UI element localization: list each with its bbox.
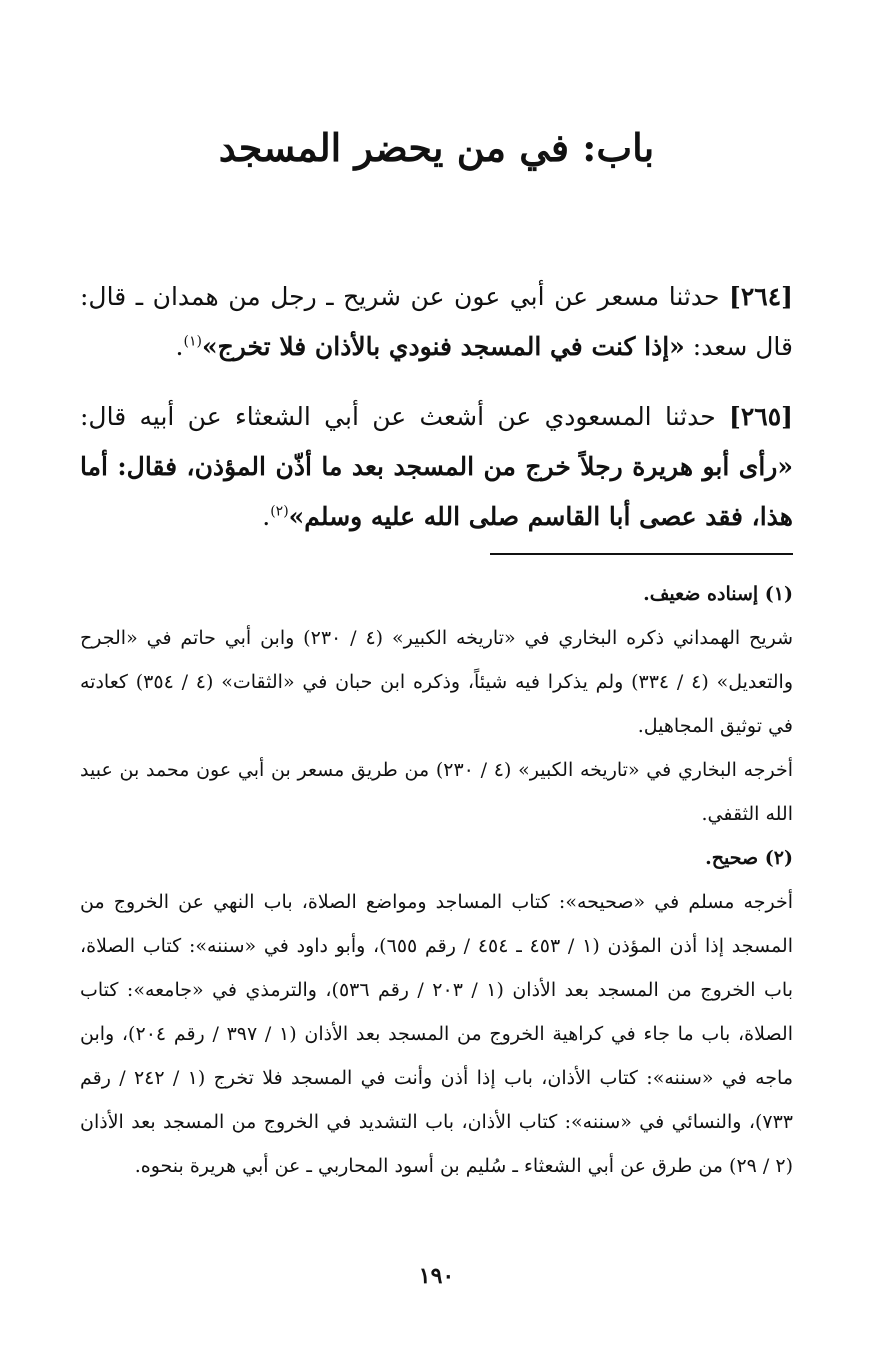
page-number: ١٩٠ — [418, 1263, 455, 1289]
hadith-chain: حدثنا المسعودي عن أشعث عن أبي الشعثاء عن أبيه قال: — [80, 402, 716, 431]
footnotes — [80, 572, 793, 1188]
footnote-2-heading: (٢) صحيح. — [705, 847, 793, 869]
hadith-end: . — [262, 502, 271, 531]
hadith-264 — [80, 272, 793, 372]
footnote-ref-1[interactable]: (١) — [183, 333, 202, 350]
footnote-ref-2[interactable]: (٢) — [270, 503, 289, 520]
footnote-1-paragraph: أخرجه البخاري في «تاريخه الكبير» (٤ / ٢٣٠) من طريق مسعر بن أبي عون محمد بن عبيد الله الثقفي. — [80, 759, 794, 825]
hadith-number: [٢٦٤] — [729, 282, 793, 311]
footnote-2-paragraph: أخرجه مسلم في «صحيحه»: كتاب المساجد ومواضع الصلاة، باب النهي عن الخروج من المسجد إذا أذن المؤذن (١ / ٤٥٣ ـ ٤٥٤ / رقم ٦٥٥)، وأبو داود في «سننه»: كتاب الصلاة، باب الخروج من المسجد بعد الأذان (١ / ٢٠٣ / رقم ٥٣٦)، والترمذي في «جامعه»: كتاب الصلاة، باب ما جاء في كراهية الخروج من المسجد بعد الأذان (١ / ٣٩٧ / رقم ٢٠٤)، وابن ماجه في «سننه»: كتاب الأذان، باب إذا أذن وأنت في المسجد فلا تخرج (١ / ٢٤٢ / رقم ٧٣٣)، والنسائي في «سننه»: كتاب الأذان، باب التشديد في الخروج من المسجد بعد الأذان (٢ / ٢٩) من طرق عن أبي الشعثاء ـ سُليم بن أسود المحاربي ـ عن أبي هريرة بنحوه. — [80, 891, 793, 1177]
footnote-1-heading: (١) إسناده ضعيف. — [643, 583, 793, 605]
footnote-divider — [490, 553, 793, 555]
hadith-number: [٢٦٥] — [729, 402, 793, 431]
hadith-end: . — [175, 332, 184, 361]
hadith-text: «إذا كنت في المسجد فنودي بالأذان فلا تخرج» — [201, 332, 685, 361]
hadith-chain: حدثنا مسعر عن أبي عون عن شريح ـ رجل من همدان ـ قال: قال سعد: — [80, 282, 793, 361]
footnote-1-paragraph: شريح الهمداني ذكره البخاري في «تاريخه الكبير» (٤ / ٢٣٠) وابن أبي حاتم في «الجرح والتعديل» (٤ / ٣٣٤) ولم يذكرا فيه شيئاً، وذكره ابن حبان في «الثقات» (٤ / ٣٥٤) كعادته في توثيق المجاهيل. — [80, 627, 794, 737]
hadith-265 — [80, 392, 793, 542]
chapter-title: باب: في من يحضر المسجد — [218, 125, 655, 170]
hadith-text: «رأى أبو هريرة رجلاً خرج من المسجد بعد ما أذّن المؤذن، فقال: أما هذا، فقد عصى أبا القاسم صلى الله عليه وسلم» — [80, 452, 793, 531]
